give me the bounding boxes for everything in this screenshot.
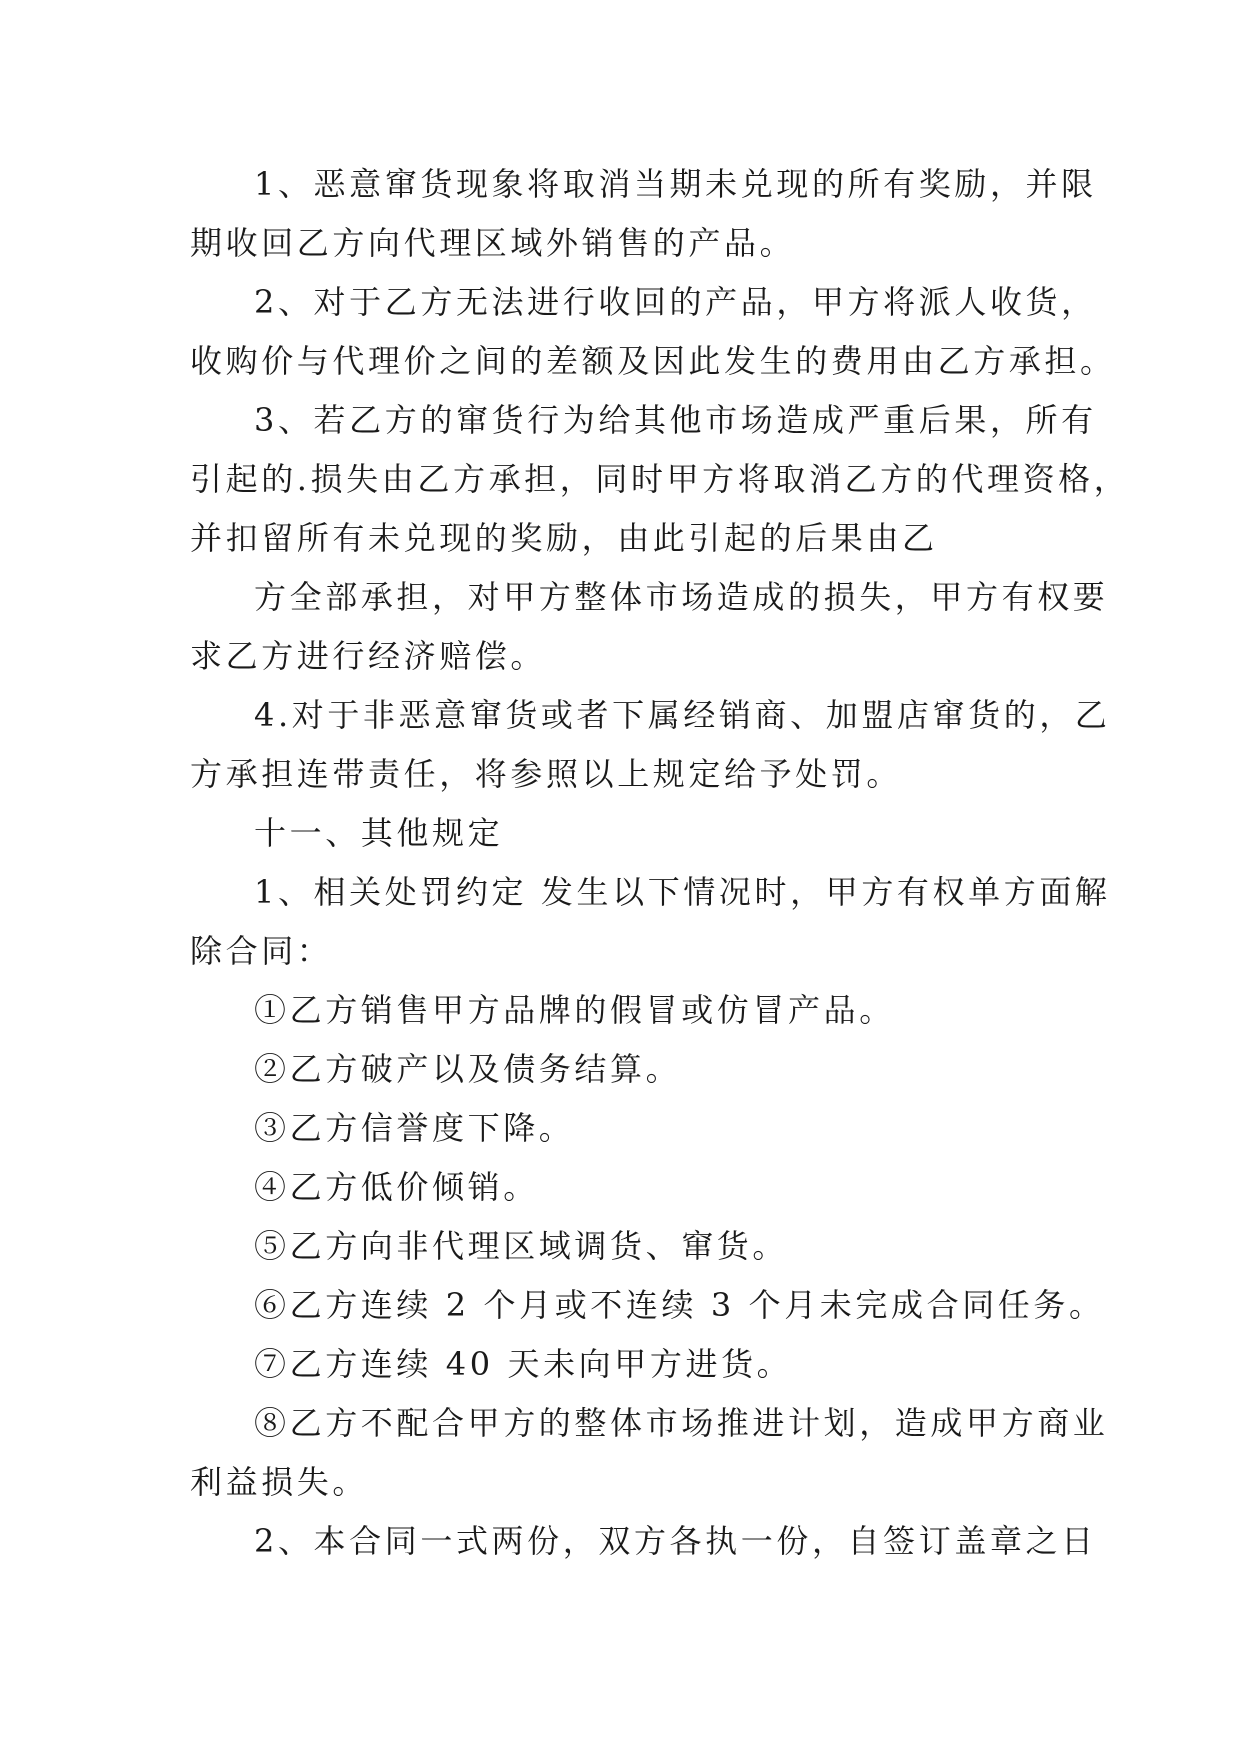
paragraph-line: 引起的.损失由乙方承担，同时甲方将取消乙方的代理资格， [190,460,1130,498]
document-body [190,155,1130,1571]
paragraph-line: 3、若乙方的窜货行为给其他市场造成严重后果，所有 [254,401,1097,439]
list-item: ②乙方破产以及债务结算。 [254,1050,682,1088]
list-item: ③乙方信誉度下降。 [254,1109,575,1147]
paragraph-line: 2、本合同一式两份，双方各执一份，自签订盖章之日 [254,1522,1097,1560]
paragraph-line: 收购价与代理价之间的差额及因此发生的费用由乙方承担。 [190,342,1116,380]
paragraph-line: 1、相关处罚约定 发生以下情况时，甲方有权单方面解 [254,873,1111,911]
paragraph-line: 4.对于非恶意窜货或者下属经销商、加盟店窜货的，乙 [254,696,1111,734]
list-item: ⑤乙方向非代理区域调货、窜货。 [254,1227,789,1265]
paragraph-line: 期收回乙方向代理区域外销售的产品。 [190,224,796,262]
list-item: ④乙方低价倾销。 [254,1168,539,1206]
paragraph-line: 除合同： [190,932,333,970]
paragraph-line: 2、对于乙方无法进行收回的产品，甲方将派人收货， [254,283,1097,321]
list-item: ①乙方销售甲方品牌的假冒或仿冒产品。 [254,991,895,1029]
list-item: ⑧乙方不配合甲方的整体市场推进计划，造成甲方商业 [254,1404,1109,1442]
list-item: ⑦乙方连续 40 天未向甲方进货。 [254,1345,793,1383]
paragraph-line: 方全部承担，对甲方整体市场造成的损失，甲方有权要 [254,578,1109,616]
paragraph-line: 方承担连带责任，将参照以上规定给予处罚。 [190,755,903,793]
paragraph-line: 并扣留所有未兑现的奖励，由此引起的后果由乙 [190,519,938,557]
list-item: ⑥乙方连续 2 个月或不连续 3 个月未完成合同任务。 [254,1286,1105,1324]
paragraph-line: 利益损失。 [190,1463,369,1501]
paragraph-line: 求乙方进行经济赔偿。 [190,637,547,675]
section-heading: 十一、其他规定 [254,814,504,852]
paragraph-line: 1、恶意窜货现象将取消当期未兑现的所有奖励，并限 [254,165,1097,203]
